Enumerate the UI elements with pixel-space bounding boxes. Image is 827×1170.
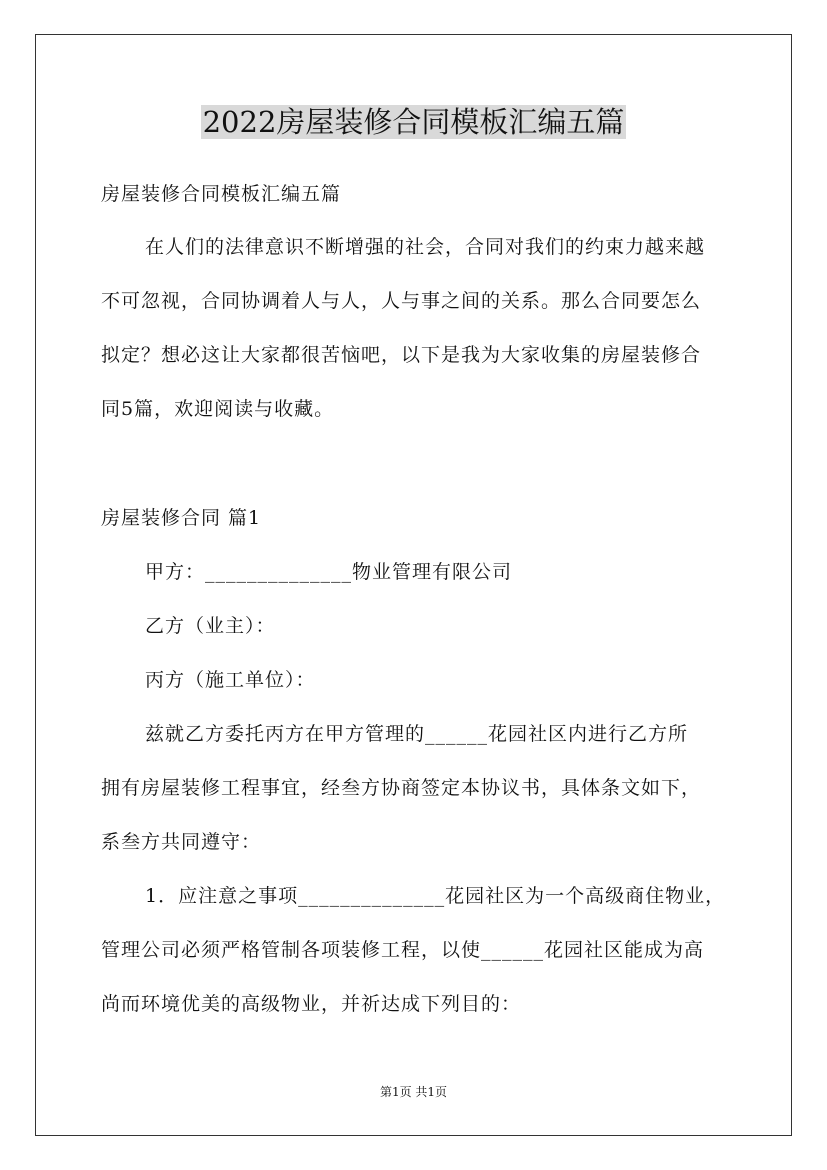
paragraph-line: 不可忽视，合同协调着人与人，人与事之间的关系。那么合同要怎么 (101, 290, 702, 312)
section-heading: 房屋装修合同 篇1 (101, 507, 262, 529)
document-title (0, 100, 827, 144)
clause-line: 管理公司必须严格管制各项装修工程，以使______花园社区能成为高 (101, 939, 705, 961)
paragraph-line: 兹就乙方委托丙方在甲方管理的______花园社区内进行乙方所 (145, 723, 689, 745)
page-footer: 第1页 共1页 (379, 1085, 448, 1099)
paragraph-line: 在人们的法律意识不断增强的社会，合同对我们的约束力越来越 (145, 236, 706, 258)
subtitle-line: 房屋装修合同模板汇编五篇 (101, 183, 342, 205)
document-title-text: 2022房屋装修合同模板汇编五篇 (202, 105, 625, 139)
paragraph-line: 系叁方共同遵守： (101, 831, 262, 853)
paragraph-line: 拥有房屋装修工程事宜，经叁方协商签定本协议书，具体条文如下， (101, 777, 702, 799)
paragraph-line: 同5篇，欢迎阅读与收藏。 (101, 398, 335, 420)
party-b-line: 乙方（业主）： (145, 615, 276, 637)
clause-line: 1．应注意之事项______________花园社区为一个高级商住物业， (145, 885, 726, 907)
party-a-line: 甲方：______________物业管理有限公司 (145, 561, 513, 583)
party-c-line: 丙方（施工单位）： (145, 669, 316, 691)
paragraph-line: 拟定？想必这让大家都很苦恼吧，以下是我为大家收集的房屋装修合 (101, 344, 702, 366)
clause-line: 尚而环境优美的高级物业，并祈达成下列目的： (101, 993, 522, 1015)
